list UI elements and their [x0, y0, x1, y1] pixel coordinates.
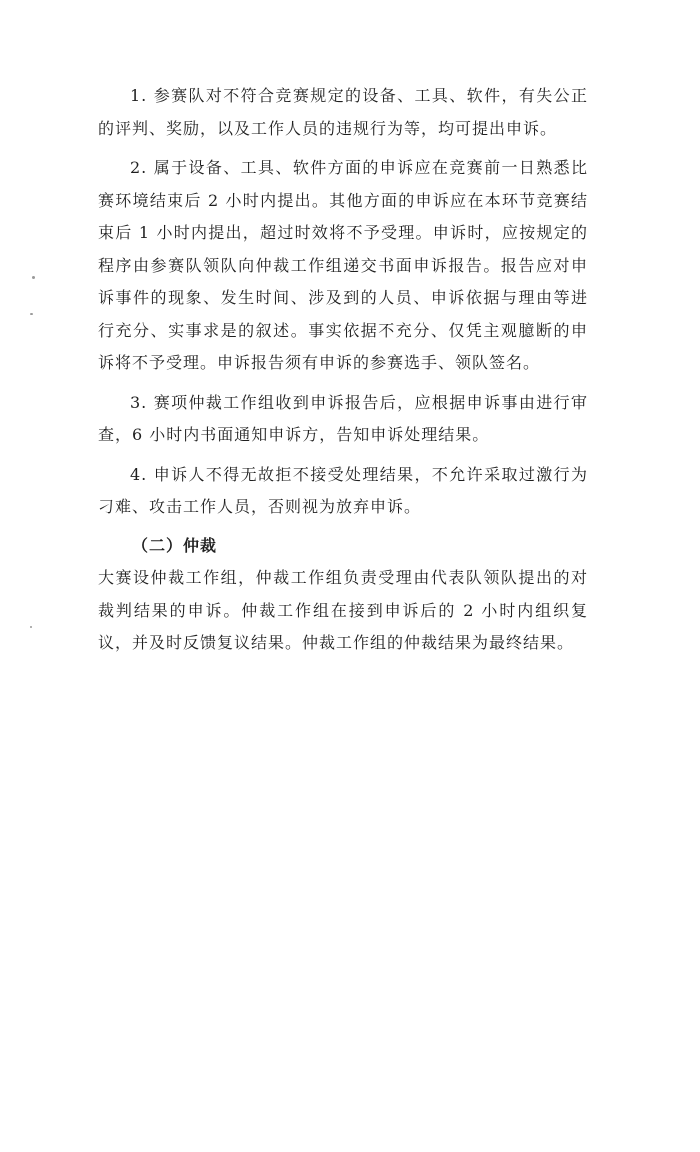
scan-speck	[32, 276, 35, 279]
scan-speck	[30, 313, 33, 315]
appeal-item-4: 4. 申诉人不得无故拒不接受处理结果，不允许采取过激行为刁难、攻击工作人员，否则视为放弃申诉。	[98, 464, 588, 516]
appeal-item-1: 1. 参赛队对不符合竞赛规定的设备、工具、软件，有失公正的评判、奖励，以及工作人员的违规行为等，均可提出申诉。	[98, 86, 588, 138]
appeal-item-2: 2. 属于设备、工具、软件方面的申诉应在竞赛前一日熟悉比赛环境结束后 2 小时内提出。其他方面的申诉应在本环节竞赛结束后 1 小时内提出，超过时效将不予受理。申诉时，应按规定的程序由参赛队领队向仲裁工作组递交书面申诉报告。报告应对申诉事件的现象、发生时间、涉及到的人员、申诉依据与理由等进行充分、实事求是的叙述。事实依据不充分、仅凭主观臆断的申诉将不予受理。申诉报告须有申诉的参赛选手、领队签名。	[98, 158, 588, 372]
section-heading-arbitration: （二）仲裁	[132, 535, 218, 555]
document-body	[98, 80, 588, 660]
arbitration-paragraph: 大赛设仲裁工作组，仲裁工作组负责受理由代表队领队提出的对裁判结果的申诉。仲裁工作组在接到申诉后的 2 小时内组织复议，并及时反馈复议结果。仲裁工作组的仲裁结果为最终结果。	[98, 568, 588, 652]
appeal-item-3: 3. 赛项仲裁工作组收到申诉报告后，应根据申诉事由进行审查，6 小时内书面通知申诉方，告知申诉处理结果。	[98, 392, 588, 444]
scan-speck	[30, 626, 32, 628]
